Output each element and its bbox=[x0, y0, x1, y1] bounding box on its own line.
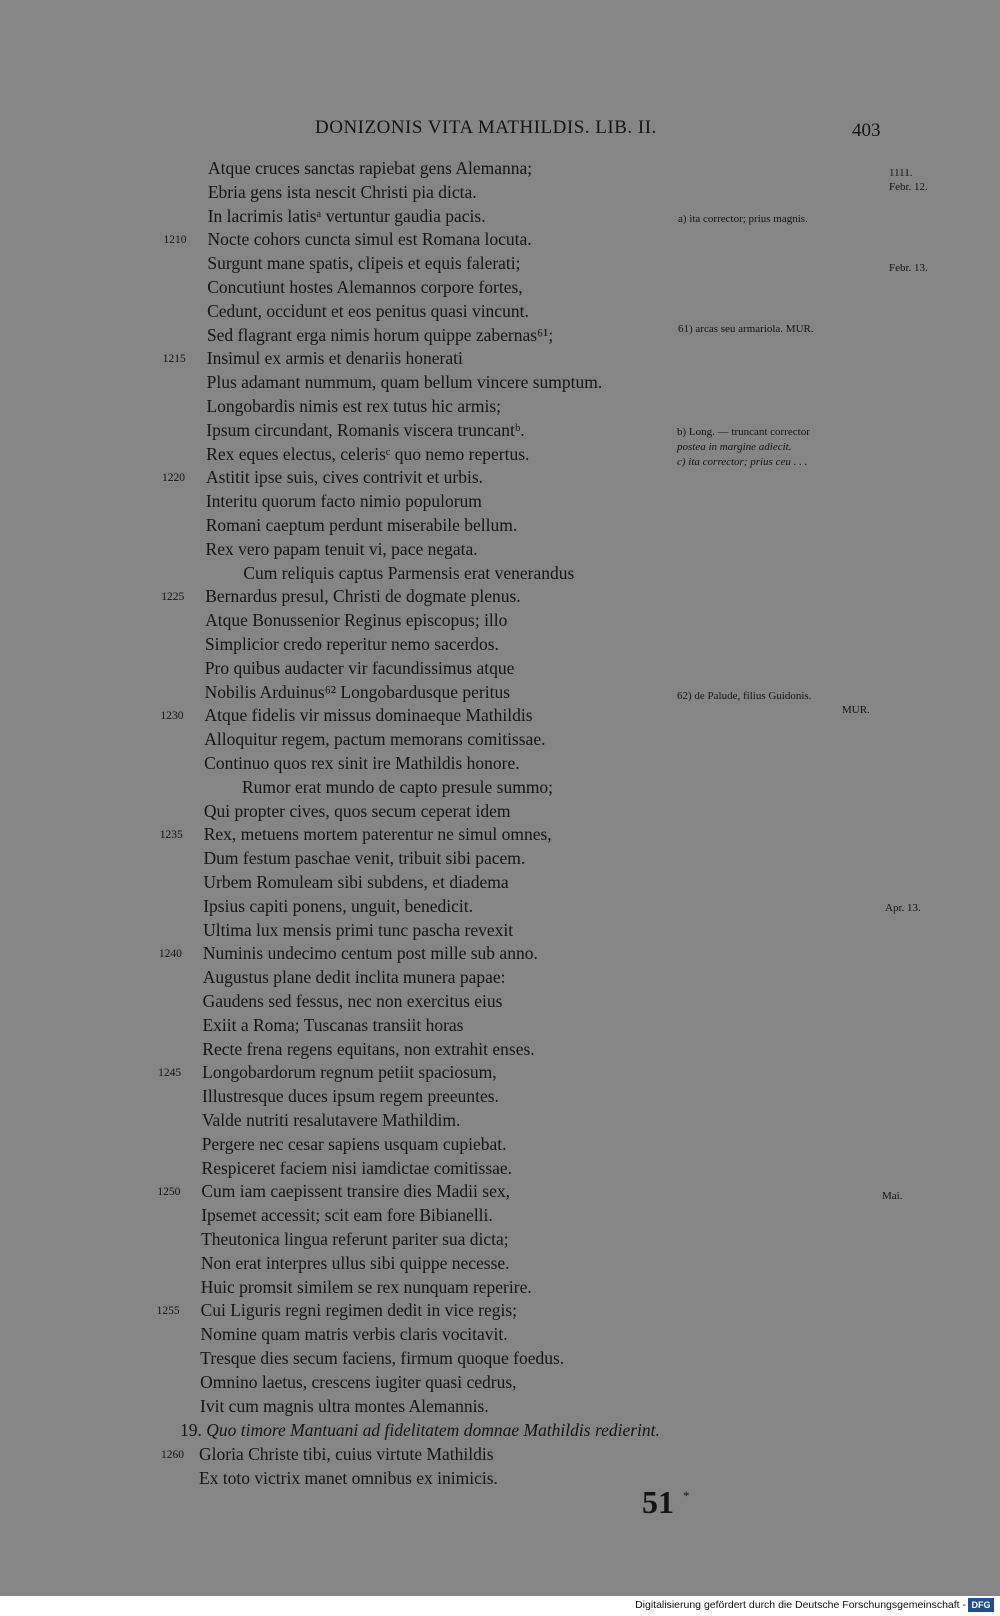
margin-date-apr13: Apr. 13. bbox=[885, 902, 921, 914]
verse-line: Gloria Christe tibi, cuius virtute Mathildis bbox=[199, 1444, 494, 1464]
verse-line: Nocte cohors cuncta simul est Romana locuta. bbox=[207, 229, 532, 250]
margin-note-b-line1: b) Long. — truncant corrector bbox=[677, 426, 810, 438]
section-number: 19. bbox=[180, 1420, 202, 1440]
verse-line: Illustresque duces ipsum regem preeuntes. bbox=[202, 1086, 499, 1107]
verse-line: Omnino laetus, crescens iugiter quasi cedrus, bbox=[200, 1371, 517, 1392]
verse-line: Recte frena regens equitans, non extrahit enses. bbox=[202, 1038, 535, 1059]
signature-star: * bbox=[683, 1488, 690, 1503]
verse-line: Cum reliquis captus Parmensis erat venerandus bbox=[243, 562, 575, 583]
verse-line: Surgunt mane spatis, clipeis et equis falerati; bbox=[207, 253, 521, 274]
section-title: Quo timore Mantuani ad fidelitatem domnae Mathildis redierint. bbox=[206, 1420, 660, 1440]
verse-line: Non erat interpres ullus sibi quippe necesse. bbox=[200, 1252, 510, 1273]
verse-line: Cedunt, occidunt et eos penitus quasi vincunt. bbox=[207, 300, 529, 321]
verse-line: Respiceret faciem nisi iamdictae comitissae. bbox=[201, 1157, 513, 1178]
verse-line: Cui Liguris regni regimen dedit in vice regis; bbox=[200, 1300, 517, 1321]
verse-line: Huic promsit similem se rex nunquam reperire. bbox=[200, 1276, 532, 1297]
verse-line: Rex, metuens mortem paterentur ne simul omnes, bbox=[203, 824, 552, 845]
verse-line: Bernardus presul, Christi de dogmate plenus. bbox=[205, 586, 521, 607]
verse-line: Ebria gens ista nescit Christi pia dicta. bbox=[207, 181, 477, 202]
verse-line: Concutiunt hostes Alemannos corpore fortes, bbox=[207, 277, 523, 297]
verse-line: Pro quibus audacter vir facundissimus atque bbox=[204, 657, 515, 678]
verse-line: Romani caeptum perdunt miserabile bellum. bbox=[205, 515, 518, 535]
verse-line: Theutonica lingua referunt pariter sua dicta; bbox=[201, 1229, 509, 1249]
verse-line: Urbem Romuleam sibi subdens, et diadema bbox=[203, 872, 509, 892]
verse-line: In lacrimis latisᵃ vertuntur gaudia pacis. bbox=[207, 205, 486, 226]
page-number: 403 bbox=[852, 120, 881, 141]
line-number: 1225 bbox=[161, 591, 185, 604]
verse-line: Atque fidelis vir missus dominaeque Mathildis bbox=[204, 705, 533, 726]
verse-line: Gaudens sed fessus, nec non exercitus eius bbox=[202, 991, 503, 1011]
margin-date-year: 1111. bbox=[889, 167, 913, 179]
line-number: 1210 bbox=[163, 234, 187, 247]
verse-line: Numinis undecimo centum post mille sub anno. bbox=[202, 943, 538, 964]
verse-line: Pergere nec cesar sapiens usquam cupiebat. bbox=[201, 1133, 507, 1154]
verse-line: Interitu quorum facto nimio populorum bbox=[205, 491, 482, 512]
footer-credit: Digitalisierung gefördert durch die Deutsche Forschungsgemeinschaft - bbox=[635, 1599, 966, 1611]
running-title: DONIZONIS VITA MATHILDIS. LIB. II. bbox=[315, 117, 657, 138]
verse-line: Dum festum paschae venit, tribuit sibi pacem. bbox=[203, 848, 526, 869]
line-number: 1260 bbox=[161, 1449, 184, 1461]
verse-line: Cum iam caepissent transire dies Madii sex, bbox=[201, 1181, 510, 1202]
verse-line: Ex toto victrix manet omnibus ex inimicis. bbox=[199, 1467, 498, 1488]
margin-date-febr12: Febr. 12. bbox=[889, 181, 928, 193]
verse-line: Ipsius capiti ponens, unguit, benedicit. bbox=[203, 895, 473, 916]
verse-line: Qui propter cives, quos secum ceperat idem bbox=[203, 800, 511, 821]
margin-note-62-line1: 62) de Palude, filius Guidonis. bbox=[677, 690, 812, 702]
verse-line: Plus adamant nummum, quam bellum vincere sumptum. bbox=[206, 372, 603, 393]
line-number: 1250 bbox=[157, 1186, 181, 1199]
margin-note-c: c) ita corrector; prius ceu . . . bbox=[677, 456, 808, 468]
margin-note-b-line2: postea in margine adiecit. bbox=[677, 441, 792, 453]
verse-line: Ultima lux mensis primi tunc pascha revexit bbox=[203, 919, 514, 940]
verse-line: Atque Bonussenior Reginus episcopus; illo bbox=[205, 610, 508, 631]
signature-mark: 51 bbox=[642, 1484, 674, 1520]
verse-line: Atque cruces sanctas rapiebat gens Alemanna; bbox=[208, 158, 533, 178]
verse-line: Ipsum circundant, Romanis viscera truncantᵇ. bbox=[206, 419, 525, 440]
verse-line: Continuo quos rex sinit ire Mathildis honore. bbox=[204, 753, 520, 773]
margin-note-a: a) ita corrector; prius magnis. bbox=[678, 213, 808, 225]
verse-line: Augustus plane dedit inclita munera papae: bbox=[202, 967, 506, 988]
verse-line: Longobardis nimis est rex tutus hic armis; bbox=[206, 396, 501, 416]
line-number: 1220 bbox=[162, 472, 185, 485]
verse-line: Tresque dies secum faciens, firmum quoque foedus. bbox=[200, 1348, 565, 1368]
verse-line: Rex vero papam tenuit vi, pace negata. bbox=[205, 538, 478, 559]
margin-note-62-line2: MUR. bbox=[842, 704, 870, 716]
line-number: 1245 bbox=[158, 1067, 182, 1080]
verse-line: Valde nutriti resalutavere Mathildim. bbox=[201, 1110, 461, 1130]
verse-line: Alloquitur regem, pactum memorans comitissae. bbox=[204, 729, 546, 750]
section-heading bbox=[180, 1420, 660, 1441]
verse-line: Nomine quam matris verbis claris vocitavit. bbox=[200, 1324, 508, 1345]
verse-line: Ipsemet accessit; scit eam fore Bibianelli. bbox=[201, 1205, 493, 1226]
verse-line: Astitit ipse suis, cives contrivit et urbis. bbox=[206, 467, 484, 488]
footer-bar bbox=[0, 1596, 1000, 1616]
verse-line: Insimul ex armis et denariis honerati bbox=[206, 348, 463, 369]
margin-date-mai: Mai. bbox=[882, 1190, 903, 1202]
line-number: 1235 bbox=[159, 829, 183, 842]
verse-line: Rex eques electus, celerisᶜ quo nemo repertus. bbox=[206, 443, 530, 464]
verse-line: Ivit cum magnis ultra montes Alemannis. bbox=[200, 1395, 489, 1416]
verse-line: Simplicior credo reperitur nemo sacerdos. bbox=[204, 634, 499, 654]
line-number: 1230 bbox=[160, 710, 184, 723]
dfg-logo: DFG bbox=[968, 1598, 994, 1612]
line-number: 1215 bbox=[162, 353, 186, 366]
margin-note-61: 61) arcas seu armariola. MUR. bbox=[678, 323, 814, 335]
line-number: 1255 bbox=[156, 1305, 180, 1318]
verse-line: Longobardorum regnum petiit spaciosum, bbox=[202, 1062, 497, 1083]
verse-line: Nobilis Arduinus⁶² Longobardusque peritus bbox=[204, 681, 511, 702]
verse-line: Exiit a Roma; Tuscanas transiit horas bbox=[202, 1014, 464, 1035]
margin-date-febr13: Febr. 13. bbox=[889, 262, 928, 274]
verse-line: Sed flagrant erga nimis horum quippe zabernas⁶¹; bbox=[206, 324, 554, 345]
line-number: 1240 bbox=[158, 948, 182, 961]
verse-line: Rumor erat mundo de capto presule summo; bbox=[242, 776, 554, 797]
